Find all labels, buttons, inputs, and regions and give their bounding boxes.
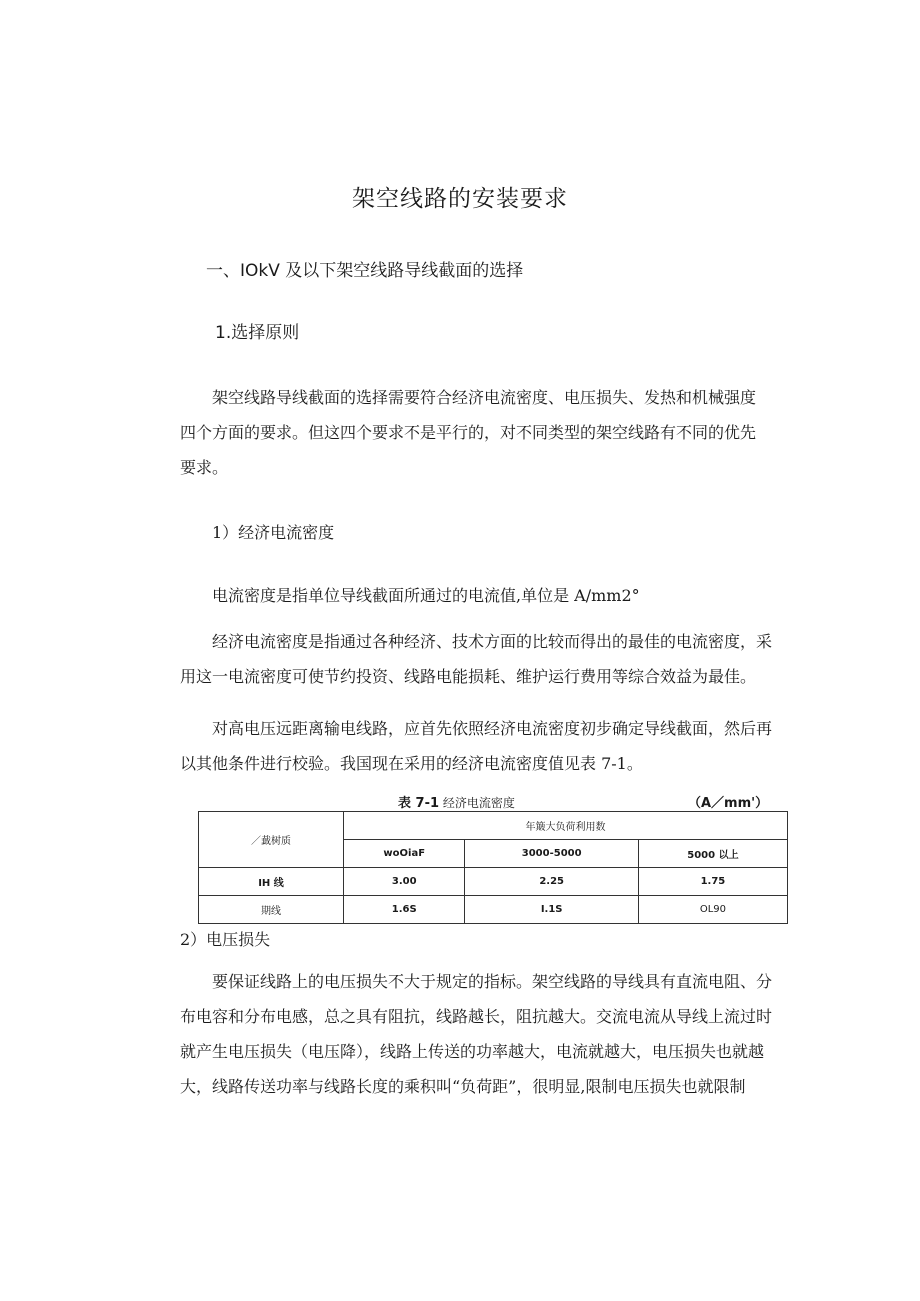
paragraph-line: 以其他条件进行校验。我国现在采用的经济电流密度值见表 7-1。: [180, 754, 643, 773]
table-row-label: 期线: [199, 896, 344, 924]
paragraph-line: 布电容和分布电感，总之具有阻抗，线路越长，阻抗越大。交流电流从导线上流过时: [180, 1007, 773, 1026]
paragraph-definition: [180, 578, 812, 613]
paragraph-line: 就产生电压损失（电压降），线路上传送的功率越大，电流就越大，电压损失也就越: [180, 1042, 765, 1061]
table-row: [199, 868, 788, 896]
paragraph-line: 要保证线路上的电压损失不大于规定的指标。架空线路的导线具有直流电阻、分: [212, 972, 773, 991]
paragraph-line: 大，线路传送功率与线路长度的乘积叫“负荷距”，很明显,限制电压损失也就限制: [180, 1077, 746, 1096]
table-unit: （A／mm'）: [688, 796, 769, 811]
paragraph-line: 对高电压远距离输电线路，应首先依照经济电流密度初步确定导线截面，然后再: [212, 719, 773, 738]
table-cell: 3.00: [344, 868, 465, 896]
economic-current-density-table: [198, 811, 788, 924]
table-cell: 1.6S: [344, 896, 465, 924]
paragraph-line: 要求。: [180, 458, 229, 477]
paragraph-high-voltage: [180, 711, 812, 781]
paragraph-line: 电流密度是指单位导线截面所通过的电流值,单位是 A∕mm2°: [212, 586, 640, 605]
paragraph-voltage-loss: [180, 964, 812, 1104]
paragraph-principles: [180, 380, 812, 485]
table-column-header: woOiaF: [344, 840, 465, 868]
paragraph-line: 用这一电流密度可使节约投资、线路电能损耗、维护运行费用等综合效益为最佳。: [180, 667, 757, 686]
table-column-header: 3000-5000: [465, 840, 638, 868]
table-number: 表 7-1: [398, 796, 440, 811]
page-title: 架空线路的安装要求: [352, 186, 568, 212]
table-cell: I.1S: [465, 896, 638, 924]
list-item-voltage-loss: 2）电压损失: [180, 930, 271, 949]
paragraph-line: 架空线路导线截面的选择需要符合经济电流密度、电压损失、发热和机械强度: [212, 388, 757, 407]
paragraph-line: 四个方面的要求。但这四个要求不是平行的，对不同类型的架空线路有不同的优先: [180, 423, 757, 442]
table-group-header: 年簸大负荷利用数: [344, 812, 788, 840]
subsection-heading: 1.选择原则: [215, 323, 300, 343]
table-caption: [398, 792, 515, 811]
table-cell: 2.25: [465, 868, 638, 896]
table-cell: OL90: [638, 896, 787, 924]
table-row-header: ／韯树质: [199, 812, 344, 868]
paragraph-economic-density: [180, 624, 812, 694]
table-column-header: 5000 以上: [638, 840, 787, 868]
section-heading: 一、IOkV 及以下架空线路导线截面的选择: [206, 261, 524, 281]
table-cell: 1.75: [638, 868, 787, 896]
table-title: 经济电流密度: [442, 796, 515, 810]
list-item-economic-density: 1）经济电流密度: [212, 523, 335, 542]
table-row-label: IH 线: [199, 868, 344, 896]
table-row: [199, 896, 788, 924]
paragraph-line: 经济电流密度是指通过各种经济、技术方面的比较而得出的最佳的电流密度，采: [212, 632, 773, 651]
